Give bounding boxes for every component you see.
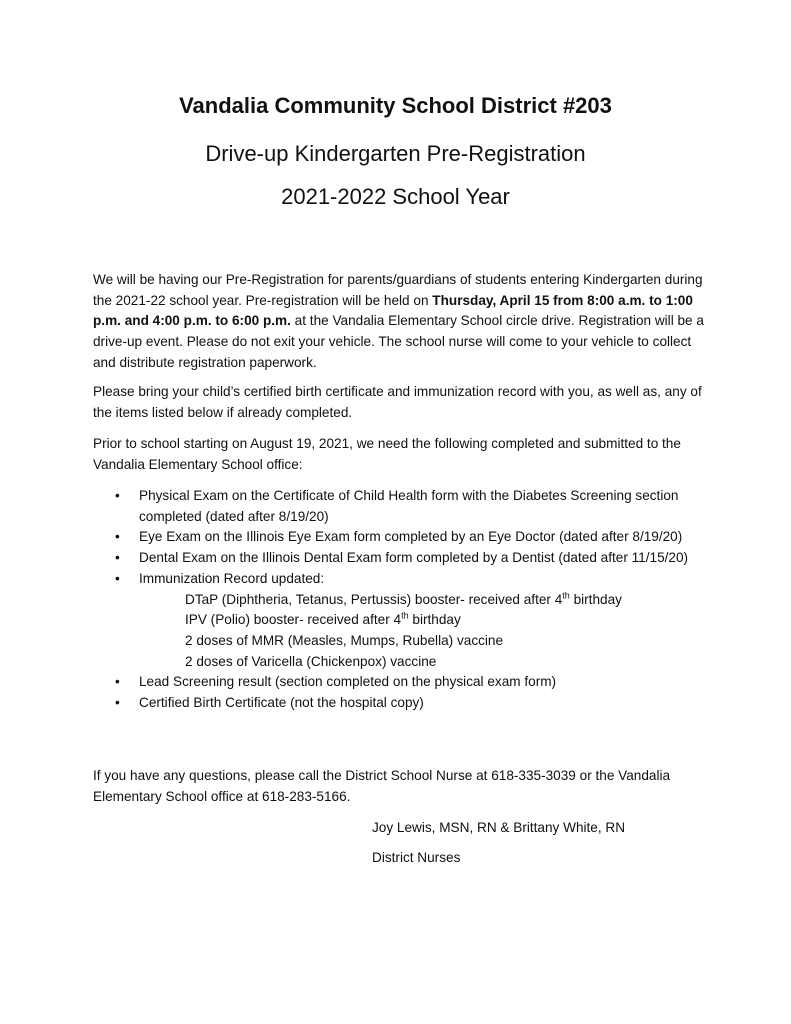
bullet-icon: • xyxy=(115,674,120,690)
district-title: Vandalia Community School District #203 xyxy=(179,93,612,118)
dental-exam-text: Dental Exam on the Illinois Dental Exam form completed by a Dentist (dated after 11/15/20) xyxy=(139,550,689,566)
intro-date-time: Thursday, April 15 from 8:00 a.m. to 1:00 p.m. and 4:00 p.m. to 6:00 p.m. xyxy=(93,292,693,329)
bullet-icon: • xyxy=(115,529,120,545)
immunization-text: Immunization Record updated: xyxy=(139,570,325,586)
list-item-physical-exam xyxy=(93,486,705,527)
ipv-text: IPV (Polio) booster- received after 4 xyxy=(185,612,402,628)
sub-item-varicella: 2 doses of Varicella (Chickenpox) vaccine xyxy=(185,653,437,669)
lead-screening-text: Lead Screening result (section completed on the physical exam form) xyxy=(139,674,557,690)
intro-text-1: We will be having our Pre-Registration for parents/guardians of students entering Kindergarten during the 2021-22 school year. Pre-registration will be held on xyxy=(93,272,703,308)
sub-item-dtap xyxy=(139,590,705,611)
bullet-icon: • xyxy=(115,570,120,586)
list-item-birth-certificate xyxy=(93,693,705,714)
sub-item-mmr: 2 doses of MMR (Measles, Mumps, Rubella) vaccine xyxy=(185,632,504,648)
birth-certificate-text: Certified Birth Certificate (not the hospital copy) xyxy=(139,695,424,711)
bullet-icon: • xyxy=(115,550,120,566)
list-item-lead-screening xyxy=(93,672,705,693)
school-year-title: 2021-2022 School Year xyxy=(281,184,510,209)
physical-exam-text: Physical Exam on the Certificate of Child Health form with the Diabetes Screening section completed (dated after 8/19/20) xyxy=(139,488,679,524)
bullet-icon: • xyxy=(115,695,120,711)
signature-role: District Nurses xyxy=(372,850,461,865)
ipv-text-end: birthday xyxy=(408,612,461,628)
event-title: Drive-up Kindergarten Pre-Registration xyxy=(205,141,586,166)
eye-exam-text: Eye Exam on the Illinois Eye Exam form completed by an Eye Doctor (dated after 8/19/20) xyxy=(139,529,683,545)
list-item-eye-exam xyxy=(93,527,705,548)
intro-paragraph xyxy=(93,270,705,374)
prior-paragraph: Prior to school starting on August 19, 2021, we need the following completed and submitted to the Vandalia Elementary School office: xyxy=(93,436,681,472)
dtap-superscript: th xyxy=(562,589,570,600)
list-item-dental-exam xyxy=(93,548,705,569)
dtap-text-end: birthday xyxy=(569,591,622,607)
sub-item-ipv xyxy=(139,610,705,631)
ipv-superscript: th xyxy=(401,610,409,621)
bullet-icon: • xyxy=(115,488,120,503)
intro-text-2: at the Vandalia Elementary School circle drive. Registration will be a drive-up event. Please do not exit your vehicle. The school nurse will come to your vehicle to collect and distribute registration paperwork. xyxy=(93,313,704,370)
bring-paragraph: Please bring your child’s certified birth certificate and immunization record with you, as well as, any of the items listed below if already completed. xyxy=(93,384,702,420)
signature-names: Joy Lewis, MSN, RN & Brittany White, RN xyxy=(372,820,626,835)
dtap-text: DTaP (Diphtheria, Tetanus, Pertussis) booster- received after 4 xyxy=(185,591,563,607)
questions-paragraph: If you have any questions, please call the District School Nurse at 618-335-3039 or the Vandalia Elementary School office at 618-283-5166. xyxy=(93,768,671,804)
requirements-list xyxy=(93,486,705,714)
list-item-immunization xyxy=(93,569,705,673)
